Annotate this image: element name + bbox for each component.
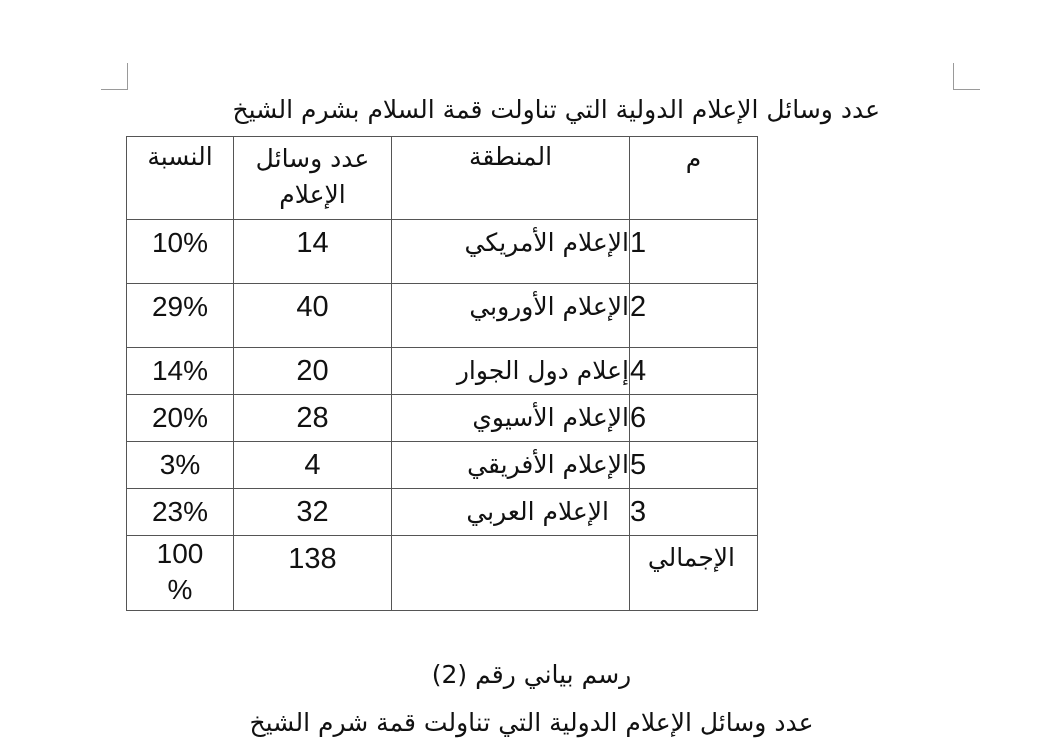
total-label: الإجمالي: [630, 536, 758, 611]
row-region: الإعلام الأوروبي: [392, 284, 630, 348]
table-row: [127, 348, 758, 395]
row-index: 6: [630, 395, 758, 442]
row-region: الإعلام العربي: [392, 489, 630, 536]
page-corner-mark-left: [101, 63, 128, 90]
row-index: 4: [630, 348, 758, 395]
total-region: [392, 536, 630, 611]
row-count: 40: [234, 284, 392, 348]
page-corner-mark-right: [953, 63, 980, 90]
table-title: عدد وسائل الإعلام الدولية التي تناولت قمة السلام بشرم الشيخ: [232, 95, 880, 124]
header-percent: النسبة: [127, 137, 234, 220]
chart-caption-title: عدد وسائل الإعلام الدولية التي تناولت قمة شرم الشيخ: [249, 708, 814, 737]
row-index: 1: [630, 220, 758, 284]
table-total-row: [127, 536, 758, 611]
table-header-row: [127, 137, 758, 220]
row-count: 32: [234, 489, 392, 536]
header-count: عدد وسائل الإعلام: [234, 137, 392, 220]
row-region: إعلام دول الجوار: [392, 348, 630, 395]
chart-caption-number: رسم بياني رقم (2): [431, 660, 632, 689]
row-percent: 29%: [127, 284, 234, 348]
row-region: الإعلام الأمريكي: [392, 220, 630, 284]
table-row: [127, 442, 758, 489]
row-index: 5: [630, 442, 758, 489]
header-region: المنطقة: [392, 137, 630, 220]
row-count: 14: [234, 220, 392, 284]
table-row: [127, 284, 758, 348]
row-count: 4: [234, 442, 392, 489]
table-row: [127, 220, 758, 284]
row-percent: 20%: [127, 395, 234, 442]
table-row: [127, 489, 758, 536]
row-percent: 10%: [127, 220, 234, 284]
media-coverage-table: [126, 136, 758, 611]
row-count: 20: [234, 348, 392, 395]
row-percent: 23%: [127, 489, 234, 536]
row-region: الإعلام الأسيوي: [392, 395, 630, 442]
row-region: الإعلام الأفريقي: [392, 442, 630, 489]
total-count: 138: [234, 536, 392, 611]
row-percent: 14%: [127, 348, 234, 395]
table-row: [127, 395, 758, 442]
row-index: 2: [630, 284, 758, 348]
row-index: 3: [630, 489, 758, 536]
row-percent: 3%: [127, 442, 234, 489]
total-percent: 100 %: [127, 536, 234, 611]
row-count: 28: [234, 395, 392, 442]
header-index: م: [630, 137, 758, 220]
